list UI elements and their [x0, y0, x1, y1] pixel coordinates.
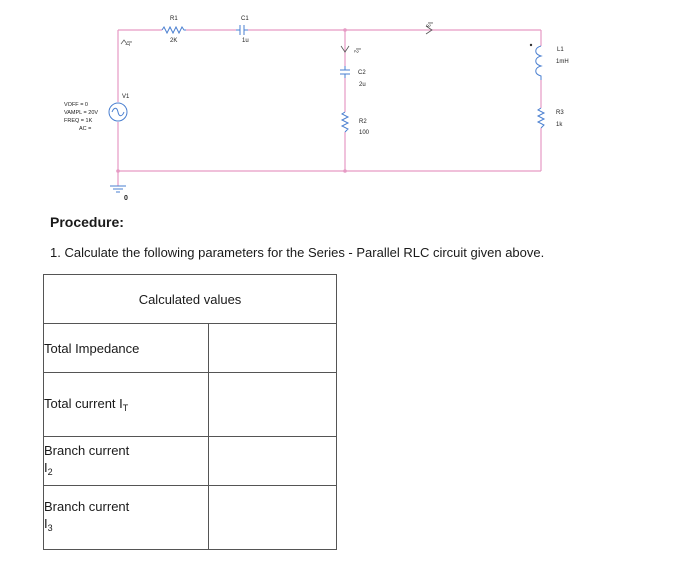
- calculated-values-table: [43, 274, 337, 550]
- node-bottom-left: [116, 169, 120, 173]
- source-param-freq: FREQ = 1K: [64, 118, 93, 124]
- total-current-subscript: T: [122, 403, 129, 413]
- resistor-r3: [538, 108, 544, 128]
- svg-text:I3: [425, 22, 434, 27]
- r3-name: R3: [556, 110, 564, 116]
- current-i3-marker: [425, 22, 434, 34]
- r2-name: R2: [359, 119, 367, 125]
- resistor-r2: [342, 112, 348, 132]
- branch-i2-text: Branch current: [44, 442, 130, 458]
- branch-i2-symbol: I: [44, 459, 48, 475]
- capacitor-c1: [236, 25, 248, 35]
- c2-value: 2u: [359, 82, 366, 88]
- total-current-text: Total current I: [44, 396, 123, 411]
- l1-name: L1: [557, 47, 564, 53]
- r1-name: R1: [170, 16, 178, 22]
- row-label-branch-current-i3: [44, 486, 209, 550]
- i2-symbol: I: [354, 48, 361, 50]
- table-row: [44, 437, 337, 486]
- r3-value: 1k: [556, 122, 563, 128]
- source-param-vampl: VAMPL = 20V: [64, 110, 99, 116]
- node-bottom-middle: [343, 169, 347, 173]
- branch-i2-subscript: 2: [47, 466, 53, 477]
- i2-subscript: 2: [352, 49, 359, 53]
- procedure-step-1: 1. Calculate the following parameters for the Series - Parallel RLC circuit given above.: [50, 245, 545, 260]
- source-param-voff: VOFF = 0: [64, 102, 88, 108]
- it-subscript: T: [123, 42, 130, 47]
- procedure-heading: Procedure:: [50, 214, 124, 230]
- circuit-schematic: [0, 0, 689, 215]
- l1-value: 1mH: [556, 59, 569, 65]
- c1-name: C1: [241, 16, 249, 22]
- c2-name: C2: [358, 70, 366, 76]
- branch-i3-text: Branch current: [44, 499, 130, 514]
- i3-symbol: I: [426, 22, 433, 24]
- source-params: [64, 102, 98, 132]
- node-top-middle: [343, 28, 347, 32]
- branch-i3-subscript: 3: [47, 523, 53, 533]
- it-symbol: I: [125, 41, 132, 43]
- value-cell-total-impedance[interactable]: [209, 324, 337, 373]
- value-cell-branch-current-i2[interactable]: [209, 437, 337, 486]
- svg-text:IT: [124, 41, 133, 46]
- table-row: [44, 486, 337, 550]
- ground-label: 0: [124, 195, 128, 202]
- current-i2-marker: [341, 46, 361, 53]
- i3-subscript: 3: [424, 23, 431, 27]
- row-label-branch-current-i2: [44, 437, 209, 486]
- value-cell-total-current[interactable]: [209, 373, 337, 437]
- source-param-ac: AC =: [79, 126, 92, 132]
- table-row: [44, 373, 337, 437]
- branch-i3-symbol: I: [44, 516, 48, 531]
- inductor-l1: [530, 44, 541, 80]
- current-it-marker: [121, 40, 132, 46]
- resistor-r1: [162, 16, 186, 44]
- value-cell-branch-current-i3[interactable]: [209, 486, 337, 550]
- svg-text:I2: [353, 48, 362, 53]
- table-header: Calculated values: [44, 275, 337, 324]
- row-label-total-impedance: Total Impedance: [44, 324, 209, 373]
- wires: [118, 30, 541, 186]
- ground-symbol: [110, 186, 126, 192]
- row-label-total-current: [44, 373, 209, 437]
- r1-value: 2K: [170, 38, 178, 44]
- v1-name: V1: [122, 94, 130, 100]
- r2-value: 100: [359, 130, 370, 136]
- c1-value: 1u: [242, 38, 249, 44]
- voltage-source-v1: [109, 103, 127, 121]
- table-row: [44, 324, 337, 373]
- capacitor-c2: [340, 66, 350, 78]
